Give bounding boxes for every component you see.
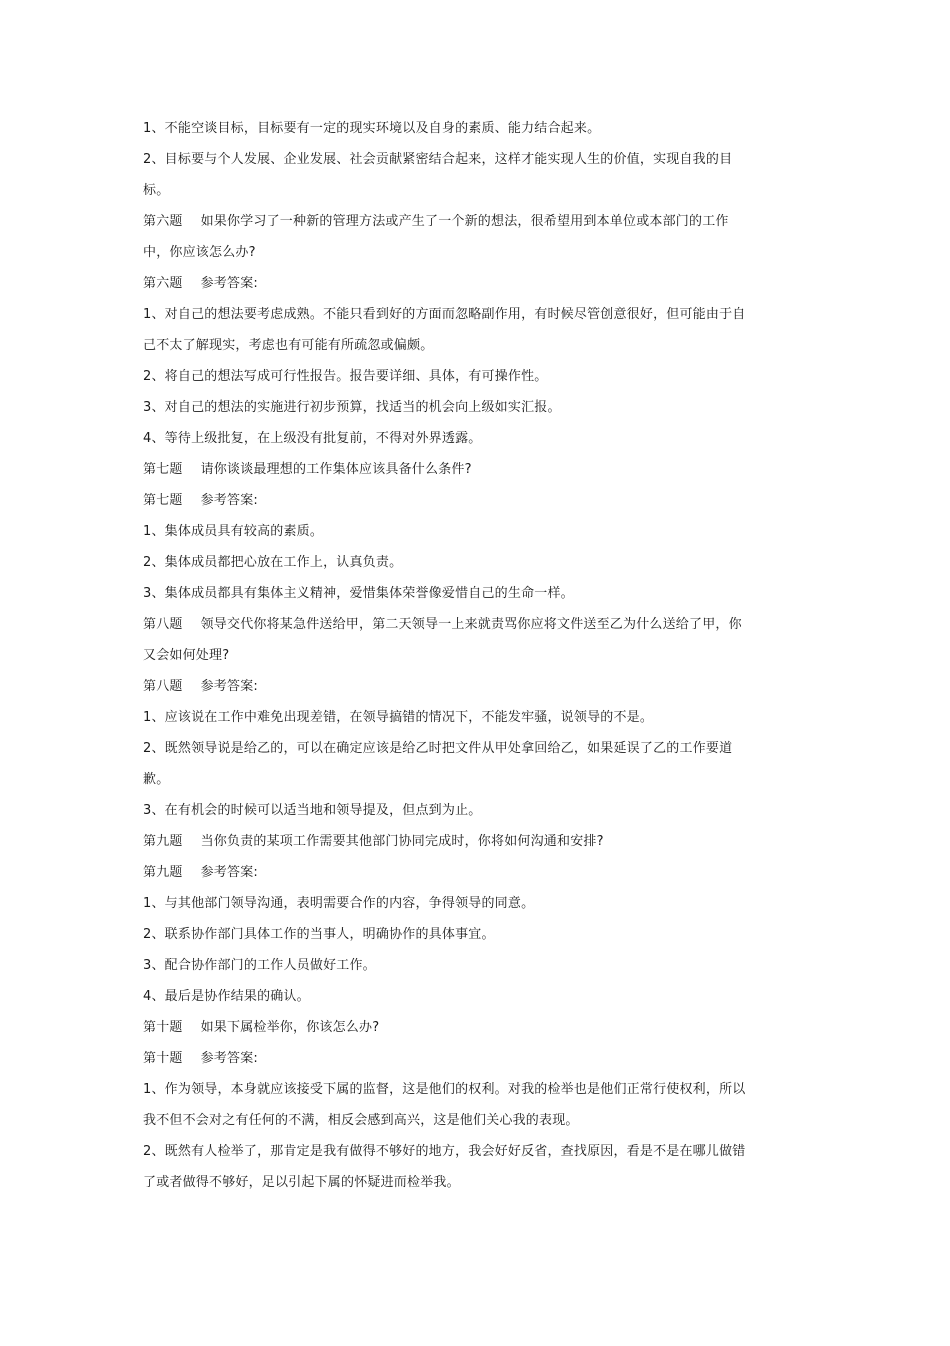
paragraph-text: 领导交代你将某急件送给甲，第二天领导一上来就责骂你应将文件送至乙为什么送给了甲，你又会如何处理?: [143, 617, 742, 663]
paragraph-text: 4、等待上级批复，在上级没有批复前，不得对外界透露。: [143, 431, 482, 446]
paragraph-text: 1、作为领导，本身就应该接受下属的监督，这是他们的权利。对我的检举也是他们正常行使权利，所以我不但不会对之有任何的不满，相反会感到高兴，这是他们关心我的表现。: [143, 1082, 746, 1128]
answer-item: [143, 702, 748, 733]
question-number-label: 第九题: [143, 865, 183, 880]
paragraph-text: 当你负责的某项工作需要其他部门协同完成时，你将如何沟通和安排?: [200, 834, 604, 849]
answer-heading: [143, 268, 748, 299]
answer-heading: [143, 857, 748, 888]
question-heading: [143, 206, 748, 268]
paragraph-text: 参考答案:: [200, 865, 258, 880]
question-heading: [143, 609, 748, 671]
answer-item: [143, 299, 748, 361]
answer-item: [143, 144, 748, 206]
paragraph-text: 3、对自己的想法的实施进行初步预算，找适当的机会向上级如实汇报。: [143, 400, 561, 415]
paragraph-text: 如果下属检举你，你该怎么办?: [200, 1020, 380, 1035]
answer-item: [143, 919, 748, 950]
question-number-label: 第六题: [143, 214, 183, 229]
answer-item: [143, 1074, 748, 1136]
answer-item: [143, 733, 748, 795]
answer-item: [143, 981, 748, 1012]
paragraph-text: 参考答案:: [200, 1051, 258, 1066]
paragraph-text: 参考答案:: [200, 679, 258, 694]
document-body: [143, 113, 748, 1198]
answer-item: [143, 888, 748, 919]
answer-item: [143, 547, 748, 578]
answer-heading: [143, 485, 748, 516]
paragraph-text: 1、与其他部门领导沟通，表明需要合作的内容，争得领导的同意。: [143, 896, 535, 911]
answer-item: [143, 795, 748, 826]
question-heading: [143, 1012, 748, 1043]
question-heading: [143, 454, 748, 485]
paragraph-text: 参考答案:: [200, 493, 258, 508]
paragraph-text: 3、集体成员都具有集体主义精神，爱惜集体荣誉像爱惜自己的生命一样。: [143, 586, 574, 601]
question-number-label: 第八题: [143, 617, 183, 632]
paragraph-text: 3、配合协作部门的工作人员做好工作。: [143, 958, 376, 973]
question-number-label: 第九题: [143, 834, 183, 849]
question-number-label: 第七题: [143, 493, 183, 508]
paragraph-text: 2、集体成员都把心放在工作上，认真负责。: [143, 555, 403, 570]
question-number-label: 第十题: [143, 1020, 183, 1035]
answer-item: [143, 950, 748, 981]
answer-heading: [143, 1043, 748, 1074]
question-number-label: 第六题: [143, 276, 183, 291]
paragraph-text: 1、对自己的想法要考虑成熟。不能只看到好的方面而忽略副作用，有时候尽管创意很好，但可能由于自己不太了解现实，考虑也有可能有所疏忽或偏颇。: [143, 307, 746, 353]
answer-item: [143, 516, 748, 547]
answer-item: [143, 361, 748, 392]
answer-item: [143, 423, 748, 454]
question-number-label: 第十题: [143, 1051, 183, 1066]
answer-item: [143, 578, 748, 609]
paragraph-text: 1、不能空谈目标，目标要有一定的现实环境以及自身的素质、能力结合起来。: [143, 121, 601, 136]
paragraph-text: 2、既然有人检举了，那肯定是我有做得不够好的地方，我会好好反省，查找原因，看是不是在哪儿做错了或者做得不够好，足以引起下属的怀疑进而检举我。: [143, 1144, 746, 1190]
question-number-label: 第八题: [143, 679, 183, 694]
answer-heading: [143, 671, 748, 702]
paragraph-text: 1、集体成员具有较高的素质。: [143, 524, 324, 539]
answer-item: [143, 392, 748, 423]
paragraph-text: 3、在有机会的时候可以适当地和领导提及，但点到为止。: [143, 803, 482, 818]
answer-item: [143, 113, 748, 144]
paragraph-text: 2、将自己的想法写成可行性报告。报告要详细、具体，有可操作性。: [143, 369, 548, 384]
answer-item: [143, 1136, 748, 1198]
paragraph-text: 1、应该说在工作中难免出现差错，在领导搞错的情况下，不能发牢骚，说领导的不是。: [143, 710, 654, 725]
paragraph-text: 如果你学习了一种新的管理方法或产生了一个新的想法，很希望用到本单位或本部门的工作中，你应该怎么办?: [143, 214, 729, 260]
paragraph-text: 4、最后是协作结果的确认。: [143, 989, 310, 1004]
question-number-label: 第七题: [143, 462, 183, 477]
paragraph-text: 请你谈谈最理想的工作集体应该具备什么条件?: [200, 462, 472, 477]
question-heading: [143, 826, 748, 857]
paragraph-text: 参考答案:: [200, 276, 258, 291]
paragraph-text: 2、联系协作部门具体工作的当事人，明确协作的具体事宜。: [143, 927, 495, 942]
paragraph-text: 2、既然领导说是给乙的，可以在确定应该是给乙时把文件从甲处拿回给乙，如果延误了乙的工作要道歉。: [143, 741, 733, 787]
paragraph-text: 2、目标要与个人发展、企业发展、社会贡献紧密结合起来，这样才能实现人生的价值，实现自我的目标。: [143, 152, 733, 198]
